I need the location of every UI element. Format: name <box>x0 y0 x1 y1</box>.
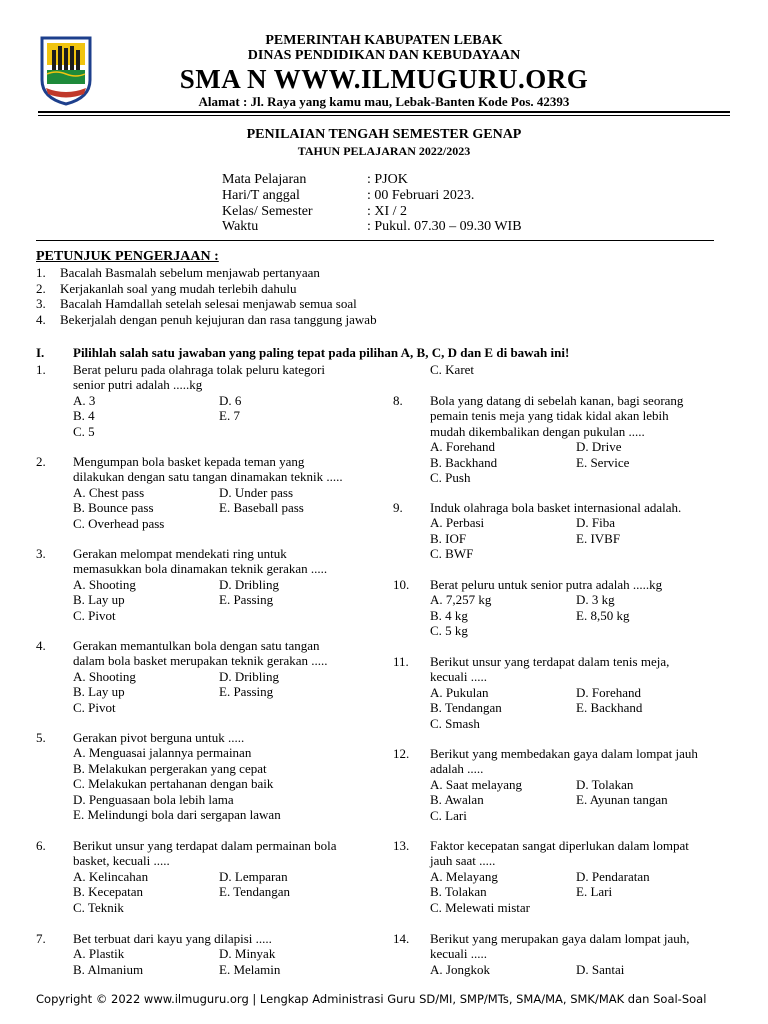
answer-option: E. Passing <box>219 684 274 700</box>
answer-options <box>430 685 723 731</box>
question-text: Berikut yang membedakan gaya dalam lompat jauh <box>430 746 698 761</box>
answer-option: C. Pivot <box>73 607 116 623</box>
answer-option: D. Tolakan <box>576 776 634 792</box>
answer-options <box>430 592 723 638</box>
answer-option: C. Melewati mistar <box>430 899 531 915</box>
answer-option: E. Melindungi bola dari sergapan lawan <box>73 807 281 823</box>
info-label: Waktu <box>222 219 259 234</box>
answer-options <box>73 669 366 715</box>
answer-option: B. 4 <box>73 408 95 424</box>
answer-option: C. Teknik <box>73 899 124 915</box>
instruction-number: 4. <box>36 312 46 327</box>
answer-option: A. Perbasi <box>430 515 485 531</box>
question-number: 14. <box>393 931 410 946</box>
instruction-text: Bacalah Hamdallah setelah selesai menjawab semua soal <box>60 296 357 311</box>
question-text: Berikut yang merupakan gaya dalam lompat jauh, <box>430 931 690 946</box>
answer-option: D. Minyak <box>219 946 276 962</box>
question-item <box>393 746 723 823</box>
question-number: 13. <box>393 838 410 853</box>
instruction-item <box>36 265 726 281</box>
answer-option: D. Dribling <box>219 576 279 592</box>
section-number: I. <box>36 345 45 360</box>
question-text: jauh saat ..... <box>430 853 496 869</box>
answer-option: D. Santai <box>576 961 625 977</box>
answer-options <box>73 485 366 531</box>
answer-option: B. Tolakan <box>430 884 487 900</box>
answer-option: E. Ayunan tangan <box>576 792 668 808</box>
answer-option: D. Fiba <box>576 515 615 531</box>
answer-option: B. Lay up <box>73 592 125 608</box>
answer-option: B. Tendangan <box>430 700 502 716</box>
answer-option: D. Under pass <box>219 484 294 500</box>
question-number: 4. <box>36 638 46 653</box>
answer-option: E. Service <box>576 454 630 470</box>
answer-options <box>430 362 723 377</box>
answer-options <box>73 745 366 822</box>
answer-option: A. Plastik <box>73 946 125 962</box>
exam-title: PENILAIAN TENGAH SEMESTER GENAP <box>246 127 522 142</box>
answer-options <box>430 869 723 915</box>
question-number: 1. <box>36 362 46 377</box>
info-row-date <box>222 188 642 204</box>
answer-options <box>73 869 366 915</box>
question-text: basket, kecuali ..... <box>73 853 170 869</box>
info-divider <box>36 240 714 241</box>
question-item <box>36 546 366 623</box>
question-item <box>393 500 723 562</box>
header-line-department: DINAS PENDIDIKAN DAN KEBUDAYAAN <box>247 48 521 63</box>
answer-option: A. 3 <box>73 392 96 408</box>
answer-option: B. Kecepatan <box>73 884 144 900</box>
info-value: : Pukul. 07.30 – 09.30 WIB <box>367 219 522 234</box>
school-logo <box>38 34 94 106</box>
answer-option: C. Push <box>430 470 471 486</box>
question-text: Gerakan melompat mendekati ring untuk <box>73 546 287 561</box>
question-number: 9. <box>393 500 403 515</box>
question-text: memasukkan bola dinamakan teknik gerakan ..... <box>73 561 328 577</box>
question-text: Berikut unsur yang terdapat dalam permainan bola <box>73 838 337 853</box>
answer-option: E. IVBF <box>576 530 621 546</box>
answer-options <box>73 577 366 623</box>
exam-year: TAHUN PELAJARAN 2022/2023 <box>297 144 471 158</box>
answer-option: A. Shooting <box>73 576 136 592</box>
section-text: Pilihlah salah satu jawaban yang paling tepat pada pilihan A, B, C, D dan E di bawah ini! <box>73 345 570 360</box>
instructions-title: PETUNJUK PENGERJAAN : <box>36 249 219 264</box>
header-divider-thick <box>38 111 730 113</box>
answer-option: D. 3 kg <box>576 592 615 608</box>
question-text: adalah ..... <box>430 761 484 777</box>
answer-option: B. Almanium <box>73 961 144 977</box>
answer-options <box>73 393 366 439</box>
info-value: : PJOK <box>367 172 408 187</box>
question-item <box>393 931 723 977</box>
question-text: Berat peluru pada olahraga tolak peluru kategori <box>73 362 325 377</box>
answer-options <box>430 962 723 977</box>
answer-option: B. Lay up <box>73 684 125 700</box>
answer-option: E. Tendangan <box>219 884 291 900</box>
school-name: SMA N WWW.ILMUGURU.ORG <box>179 64 589 94</box>
question-item <box>36 362 366 439</box>
question-text: Bet terbuat dari kayu yang dilapisi ..... <box>73 931 272 946</box>
answer-option: C. Melakukan pertahanan dengan baik <box>73 776 274 792</box>
answer-option: A. Pukulan <box>430 684 489 700</box>
answer-option: D. Drive <box>576 439 622 455</box>
instruction-number: 2. <box>36 281 46 296</box>
answer-option: E. Passing <box>219 592 274 608</box>
info-label: Kelas/ Semester <box>222 204 313 219</box>
question-number: 10. <box>393 577 410 592</box>
answer-option: D. 6 <box>219 392 242 408</box>
question-item <box>36 454 366 531</box>
answer-options <box>73 946 366 977</box>
answer-option: B. Bounce pass <box>73 500 154 516</box>
instruction-number: 1. <box>36 265 46 280</box>
answer-option: A. Melayang <box>430 868 498 884</box>
info-label: Hari/T anggal <box>222 188 300 203</box>
question-text: Berikut unsur yang terdapat dalam tenis meja, <box>430 654 670 669</box>
answer-option: A. Jongkok <box>430 961 490 977</box>
question-text: Faktor kecepatan sangat diperlukan dalam lompat <box>430 838 689 853</box>
question-text: Berat peluru untuk senior putra adalah .....kg <box>430 577 663 592</box>
answer-option: A. Chest pass <box>73 484 145 500</box>
answer-option: E. Baseball pass <box>219 500 304 516</box>
question-text: kecuali ..... <box>430 946 488 962</box>
question-item <box>36 730 366 822</box>
answer-option: A. Menguasai jalannya permainan <box>73 745 252 761</box>
question-number: 6. <box>36 838 46 853</box>
answer-option: A. 7,257 kg <box>430 592 492 608</box>
instruction-text: Bekerjalah dengan penuh kejujuran dan rasa tanggung jawab <box>60 312 377 327</box>
info-value: : XI / 2 <box>367 204 408 219</box>
question-item <box>393 654 723 731</box>
question-item <box>393 362 723 377</box>
answer-options <box>430 777 723 823</box>
answer-option: B. Backhand <box>430 454 498 470</box>
answer-option: A. Shooting <box>73 668 136 684</box>
question-number: 3. <box>36 546 46 561</box>
info-row-class <box>222 204 642 220</box>
question-item <box>393 577 723 639</box>
question-text: dilakukan dengan satu tangan dinamakan teknik ..... <box>73 469 343 485</box>
question-text: Bola yang datang di sebelah kanan, bagi seorang <box>430 393 684 408</box>
question-text: dalam bola basket merupakan teknik gerakan ..... <box>73 653 328 669</box>
answer-option: E. Backhand <box>576 700 643 716</box>
question-text: Gerakan pivot berguna untuk ..... <box>73 730 245 745</box>
answer-options <box>430 515 723 561</box>
info-row-time <box>222 219 642 235</box>
question-text: pemain tenis meja yang tidak kidal akan lebih <box>430 408 669 424</box>
question-number: 11. <box>393 654 409 669</box>
instruction-item <box>36 296 726 312</box>
info-label: Mata Pelajaran <box>222 172 307 187</box>
question-item <box>36 838 366 915</box>
answer-option: C. Smash <box>430 715 480 731</box>
question-item <box>393 393 723 485</box>
question-text: senior putri adalah .....kg <box>73 377 203 393</box>
instruction-item <box>36 312 726 328</box>
header-divider-thin <box>38 115 730 116</box>
info-row-subject <box>222 172 642 188</box>
school-address: Alamat : Jl. Raya yang kamu mau, Lebak-Banten Kode Pos. 42393 <box>198 94 570 109</box>
question-number: 8. <box>393 393 403 408</box>
question-text: mudah dikembalikan dengan pukulan ..... <box>430 423 645 439</box>
footer-copyright: Copyright © 2022 www.ilmuguru.org | Lengkap Administrasi Guru SD/MI, SMP/MTs, SMA/MA, SMK/MAK dan Soal-Soal <box>36 992 707 1006</box>
question-text: Gerakan memantulkan bola dengan satu tangan <box>73 638 320 653</box>
question-item <box>36 638 366 715</box>
answer-option: D. Pendaratan <box>576 868 650 884</box>
answer-option: C. Karet <box>430 362 475 377</box>
info-value: : 00 Februari 2023. <box>367 188 475 203</box>
answer-option: E. 8,50 kg <box>576 607 630 623</box>
question-text: Induk olahraga bola basket internasional adalah. <box>430 500 682 515</box>
answer-option: C. Lari <box>430 807 467 823</box>
answer-option: C. BWF <box>430 546 474 562</box>
question-text: Mengumpan bola basket kepada teman yang <box>73 454 305 469</box>
answer-option: E. Melamin <box>219 961 281 977</box>
answer-option: A. Kelincahan <box>73 868 149 884</box>
instruction-item <box>36 281 726 297</box>
answer-option: B. 4 kg <box>430 607 468 623</box>
question-item <box>36 931 366 977</box>
question-number: 5. <box>36 730 46 745</box>
answer-option: C. 5 kg <box>430 623 468 639</box>
answer-option: C. 5 <box>73 423 95 439</box>
answer-option: D. Forehand <box>576 684 641 700</box>
answer-option: B. Melakukan pergerakan yang cepat <box>73 760 267 776</box>
instruction-number: 3. <box>36 296 46 311</box>
question-text: kecuali ..... <box>430 669 488 685</box>
answer-option: A. Forehand <box>430 439 495 455</box>
answer-option: D. Dribling <box>219 668 279 684</box>
answer-option: C. Pivot <box>73 699 116 715</box>
answer-option: B. Awalan <box>430 792 484 808</box>
answer-option: E. 7 <box>219 408 240 424</box>
answer-option: B. IOF <box>430 530 467 546</box>
answer-option: D. Lemparan <box>219 868 288 884</box>
answer-options <box>430 439 723 485</box>
answer-option: C. Overhead pass <box>73 515 165 531</box>
header-line-government: PEMERINTAH KABUPATEN LEBAK <box>265 33 503 48</box>
answer-option: A. Saat melayang <box>430 776 523 792</box>
instruction-text: Kerjakanlah soal yang mudah terlebih dahulu <box>60 281 297 296</box>
question-number: 12. <box>393 746 410 761</box>
question-number: 2. <box>36 454 46 469</box>
question-number: 7. <box>36 931 46 946</box>
answer-option: E. Lari <box>576 884 613 900</box>
answer-option: D. Penguasaan bola lebih lama <box>73 791 234 807</box>
question-item <box>393 838 723 915</box>
instruction-text: Bacalah Basmalah sebelum menjawab pertanyaan <box>60 265 320 280</box>
